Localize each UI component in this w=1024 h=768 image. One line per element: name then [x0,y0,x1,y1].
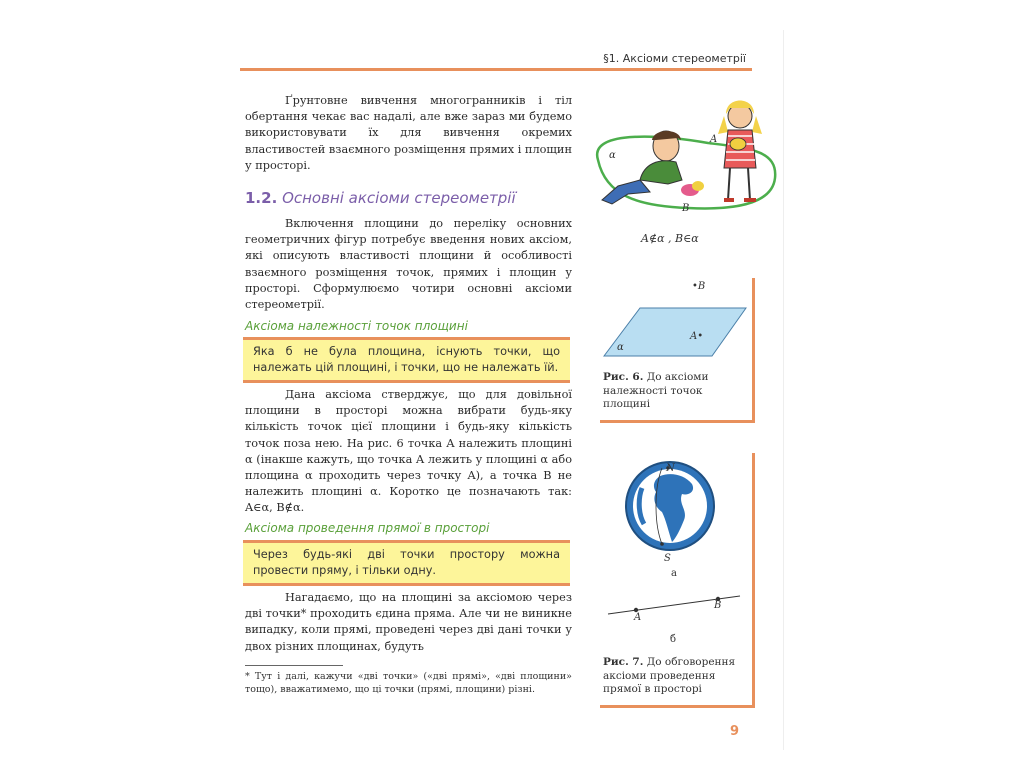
fig-top-label-alpha: α [609,150,616,161]
axiom1-paragraph: Дана аксіома стверджує, що для довільної площини в просторі можна вибрати будь-яку кількість точок цієї площини і будь-яку кількість точок поза нею. На рис. 6 точка A належить площині α (інакше кажуть, що точка A лежить у площині α або площина α проходить через точку A), а точка B не належить площині α. Коротко це позначають так: A∈α, B∉α. [245,388,572,515]
intro-paragraph: Ґрунтовне вивчення многогранників і тіл обертання чекає вас надалі, але вже зараз ми будемо використовувати їх для вивчення окремих властивостей взаємного розміщення прямих і площин у просторі. [245,94,572,172]
fig7-bottom-rule [600,705,755,708]
footnote: * Тут і далі, кажучи «дві точки» («дві прямі», «дві площини» тощо), вважатимемо, що ці точки (прямі, площини) різні. [245,671,572,695]
axiom2-statement-box: Через будь-які дві точки простору можна провести пряму, і тільки одну. [243,540,570,586]
fig7-label-n: N [666,463,675,474]
header-rule [240,68,752,71]
fig7-sub-b: б [670,634,677,645]
page-number: 9 [730,724,740,739]
axiom2-heading: Аксіома проведення прямої в просторі [245,521,490,535]
page-edge [783,30,784,750]
girl-fruit [730,138,746,150]
section-paragraph: Включення площини до переліку основних геометричних фігур потребує введення нових аксіом, які описують властивості площини й особливості взаємного розміщення точок, прямих і площин у просторі. Сформулюємо чотири основні аксіоми стереометрії. [245,217,572,312]
fig-top-label-a: A [710,134,718,145]
fig-top-label-b: B [682,203,690,214]
fig7-caption-text: До обговорення аксіоми проведення прямої в просторі [603,656,736,695]
fruit-lemon [692,181,704,191]
fig6-bottom-rule [600,420,755,423]
fig7-caption [603,656,748,697]
section-heading [245,189,516,207]
fig7-label-b: B [714,600,722,611]
fig7-side-rule [752,453,755,708]
running-header: §1. Аксіоми стереометрії [603,52,746,65]
fig6-caption [603,371,745,412]
south-pole-point [660,542,664,546]
girl-legs [728,168,750,200]
fig7-label-s: S [664,553,671,564]
fig6-caption-number: Рис. 6. [603,371,644,383]
fig7-caption-number: Рис. 7. [603,656,644,668]
fig6-caption-text: До аксіоми належності точок площині [603,371,709,410]
axiom2-paragraph: Нагадаємо, що на площині за аксіомою через дві точки* проходить єдина пряма. Але чи не виникне випадку, коли прямі, проведені через дві дані точки у двох різних площинах, будуть [245,591,572,653]
boy-shirt [640,161,682,184]
section-title: Основні аксіоми стереометрії [282,189,516,207]
fig-top-formula: A∉α , B∈α [641,232,699,245]
fig6-label-a: A• [690,331,704,342]
plane-alpha-shape [604,308,746,356]
fig7b-line-diagram [604,590,744,618]
fig7-label-a: A [634,612,642,623]
fig6-label-alpha: α [617,342,624,353]
fig6-label-b: •B [692,281,706,292]
section-number: 1.2. [245,189,278,207]
axiom1-heading: Аксіома належності точок площині [245,319,468,333]
fig6-side-rule [752,278,755,423]
fig7-sub-a: а [671,568,677,579]
footnote-rule [245,665,343,666]
axiom1-statement-box: Яка б не була площина, існують точки, що належать цій площині, і точки, що не належать їй. [243,337,570,383]
